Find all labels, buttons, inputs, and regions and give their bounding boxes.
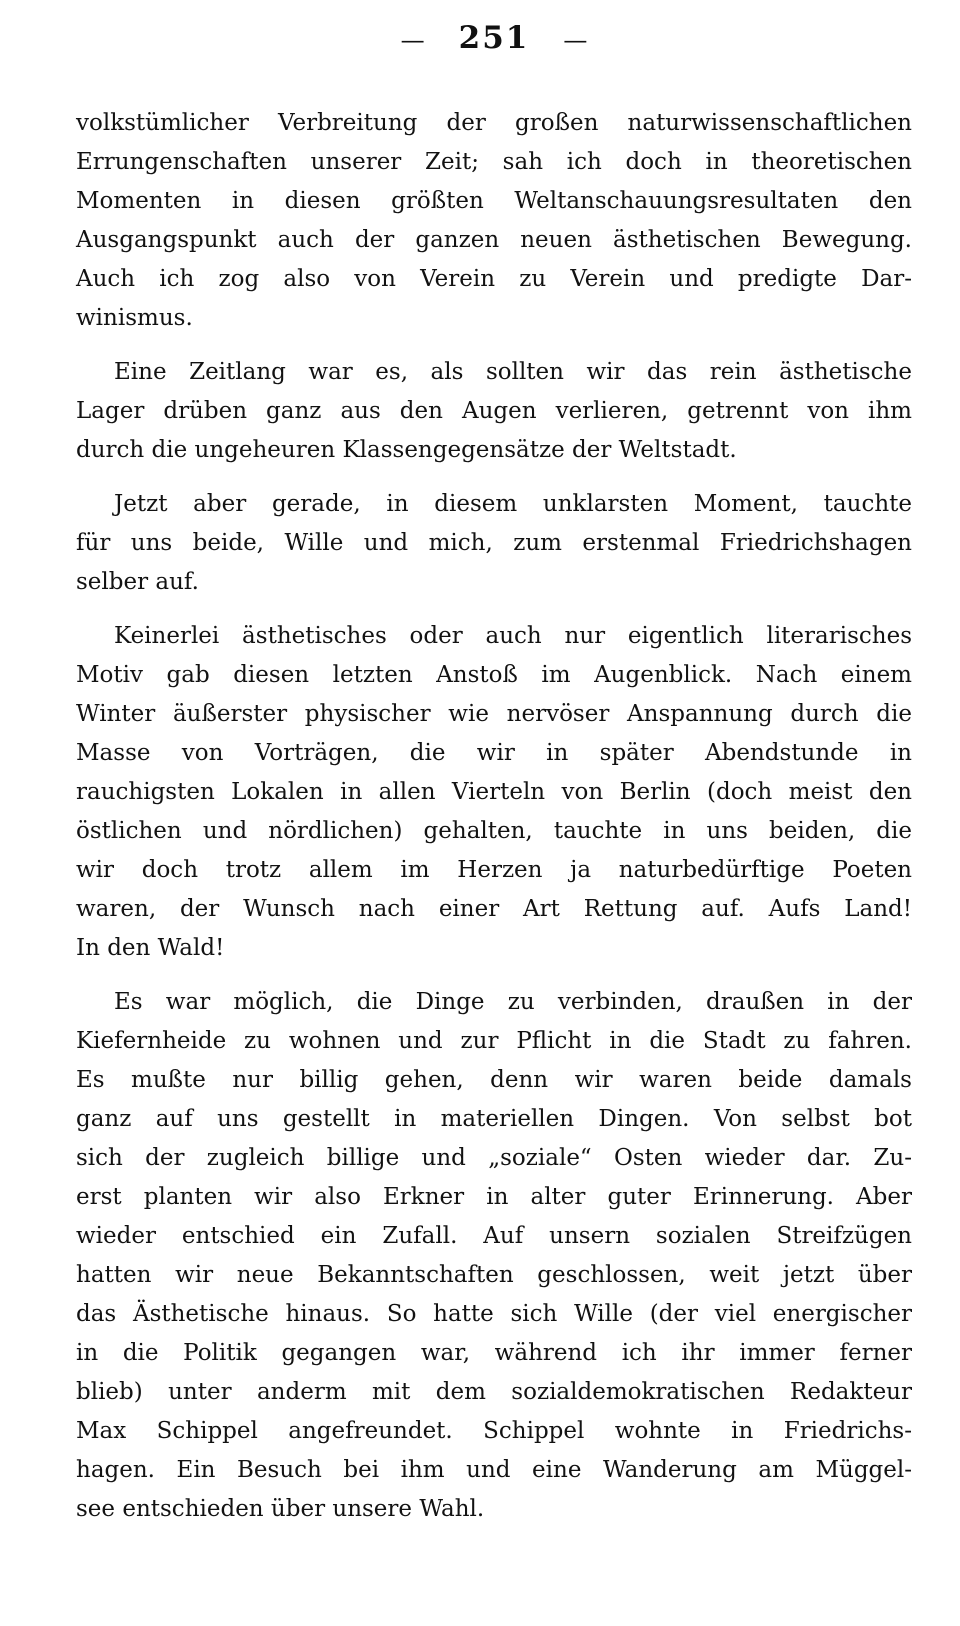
text-line: In den Wald! (76, 935, 225, 961)
text-line: in die Politik gegangen war, während ich ihr immer ferner (76, 1340, 912, 1366)
text-line: Max Schippel angefreundet. Schippel wohnte in Friedrichs- (76, 1418, 912, 1444)
page-header (76, 20, 912, 56)
paragraph (76, 353, 912, 470)
text-line: Es war möglich, die Dinge zu verbinden, draußen in der (114, 989, 912, 1015)
text-line: Masse von Vorträgen, die wir in später Abendstunde in (76, 740, 912, 766)
text-line: Jetzt aber gerade, in diesem unklarsten Moment, tauchte (114, 491, 912, 517)
text-line: volkstümlicher Verbreitung der großen naturwissenschaftlichen (76, 110, 912, 136)
text-line: Errungenschaften unserer Zeit; sah ich doch in theoretischen (76, 149, 912, 175)
text-line: östlichen und nördlichen) gehalten, tauchte in uns beiden, die (76, 818, 912, 844)
text-line: wir doch trotz allem im Herzen ja naturbedürftige Poeten (76, 857, 912, 883)
text-line: Motiv gab diesen letzten Anstoß im Augenblick. Nach einem (76, 662, 912, 688)
text-line: Lager drüben ganz aus den Augen verlieren, getrennt von ihm (76, 398, 912, 424)
text-line: Momenten in diesen größten Weltanschauungsresultaten den (76, 188, 912, 214)
header-dash-left-icon: — (400, 26, 425, 54)
text-line: winismus. (76, 305, 193, 331)
text-line: rauchigsten Lokalen in allen Vierteln von Berlin (doch meist den (76, 779, 912, 805)
text-line: wieder entschied ein Zufall. Auf unsern sozialen Streifzügen (76, 1223, 912, 1249)
paragraph (76, 617, 912, 968)
text-line: see entschieden über unsere Wahl. (76, 1496, 485, 1522)
text-line: das Ästhetische hinaus. So hatte sich Wille (der viel energischer (76, 1301, 912, 1327)
paragraph (76, 485, 912, 602)
text-line: Ausgangspunkt auch der ganzen neuen ästhetischen Bewegung. (76, 227, 912, 253)
body-text (76, 104, 912, 1529)
text-line: Keinerlei ästhetisches oder auch nur eigentlich literarisches (114, 623, 912, 649)
text-line: hagen. Ein Besuch bei ihm und eine Wanderung am Müggel- (76, 1457, 912, 1483)
text-line: Kiefernheide zu wohnen und zur Pflicht in die Stadt zu fahren. (76, 1028, 912, 1054)
text-line: Eine Zeitlang war es, als sollten wir das rein ästhetische (114, 359, 912, 385)
text-line: Winter äußerster physischer wie nervöser Anspannung durch die (76, 701, 912, 727)
text-line: Es mußte nur billig gehen, denn wir waren beide damals (76, 1067, 912, 1093)
header-dash-right-icon: — (563, 26, 588, 54)
text-line: für uns beide, Wille und mich, zum erstenmal Friedrichshagen (76, 530, 912, 556)
page-number: 251 (458, 20, 530, 56)
text-line: blieb) unter anderm mit dem sozialdemokratischen Redakteur (76, 1379, 912, 1405)
text-line: durch die ungeheuren Klassengegensätze der Weltstadt. (76, 437, 737, 463)
text-line: Auch ich zog also von Verein zu Verein und predigte Dar- (76, 266, 912, 292)
text-line: ganz auf uns gestellt in materiellen Dingen. Von selbst bot (76, 1106, 912, 1132)
text-line: waren, der Wunsch nach einer Art Rettung auf. Aufs Land! (76, 896, 912, 922)
text-line: selber auf. (76, 569, 199, 595)
paragraph (76, 983, 912, 1529)
text-line: sich der zugleich billige und „soziale“ Osten wieder dar. Zu- (76, 1145, 912, 1171)
text-line: erst planten wir also Erkner in alter guter Erinnerung. Aber (76, 1184, 912, 1210)
text-line: hatten wir neue Bekanntschaften geschlossen, weit jetzt über (76, 1262, 912, 1288)
paragraph (76, 104, 912, 338)
